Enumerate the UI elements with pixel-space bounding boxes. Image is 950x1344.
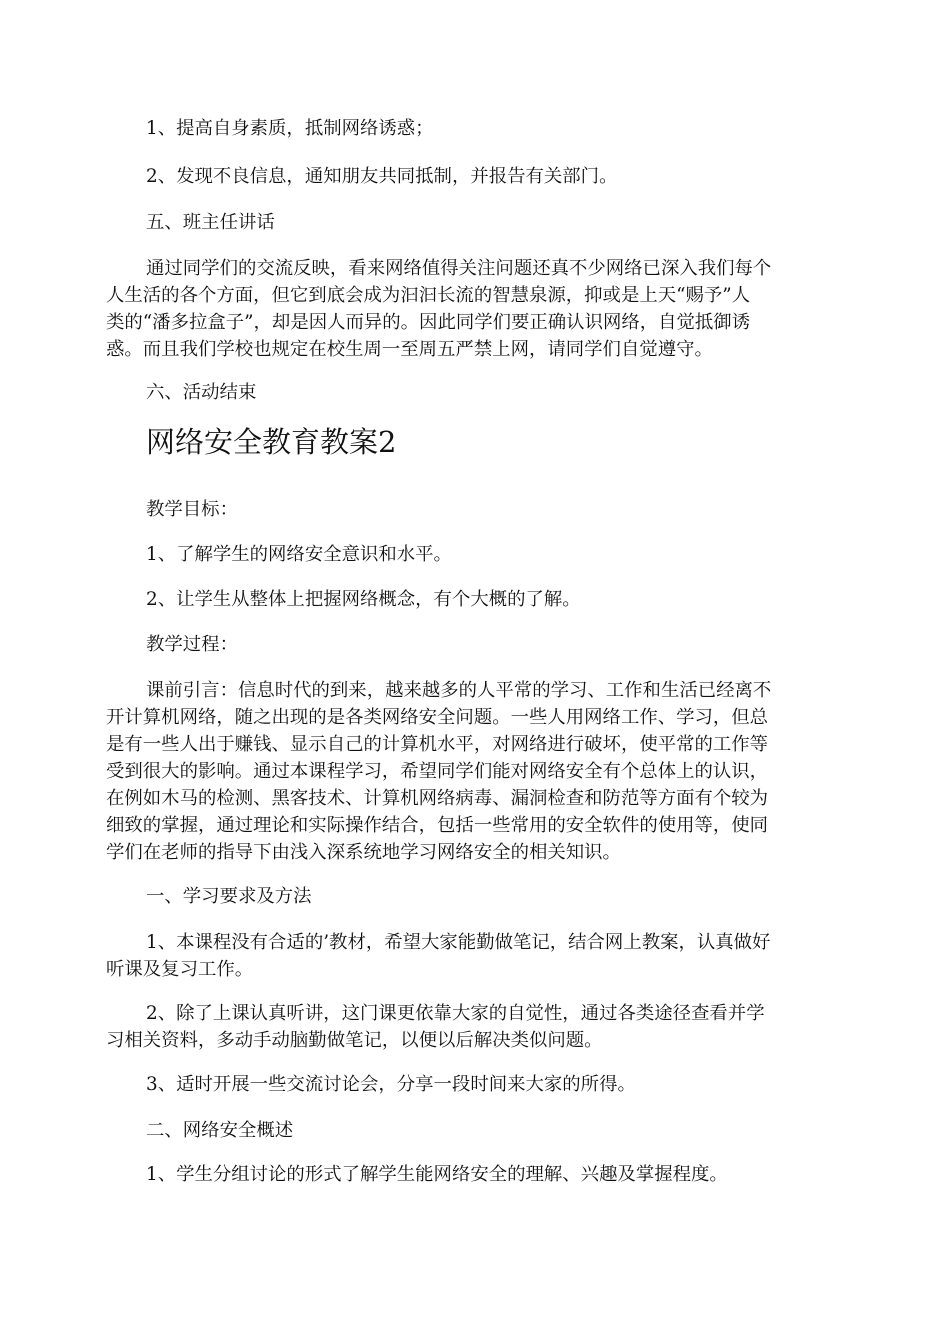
paragraph-line: 课前引言：信息时代的到来，越来越多的人平常的学习、工作和生活已经离不 [146,680,772,701]
paragraph-line: 是有一些人出于赚钱、显示自己的计算机水平，对网络进行破坏，使平常的工作等 [106,734,769,755]
section-heading-5: 五、班主任讲话 [146,212,275,233]
paragraph-line: 听课及复习工作。 [106,959,254,980]
goal-item-2: 2、让学生从整体上把握网络概念，有个大概的了解。 [146,589,581,610]
teaching-goals-label: 教学目标： [146,499,238,520]
teaching-process-label: 教学过程： [146,634,238,655]
paragraph-line: 1、本课程没有合适的’教材，希望大家能勤做笔记，结合网上教案，认真做好 [146,932,771,953]
paragraph-line: 类的“潘多拉盒子”，却是因人而异的。因此同学们要正确认识网络，自觉抵御诱 [106,312,751,333]
paragraph-line: 惑。而且我们学校也规定在校生周一至周五严禁上网，请同学们自觉遵守。 [106,339,713,360]
paragraph-line: 在例如木马的检测、黑客技术、计算机网络病毒、漏洞检查和防范等方面有个较为 [106,788,769,809]
paragraph-line: 习相关资料，多动手动脑勤做笔记，以便以后解决类似问题。 [106,1030,603,1051]
paragraph-line: 受到很大的影响。通过本课程学习，希望同学们能对网络安全有个总体上的认识， [106,761,769,782]
paragraph-line: 1、学生分组讨论的形式了解学生能网络安全的理解、兴趣及掌握程度。 [146,1164,728,1185]
section-heading-6: 六、活动结束 [146,382,257,403]
document-page [106,0,850,1344]
paragraph-line: 通过同学们的交流反映，看来网络值得关注问题还真不少网络已深入我们每个 [146,258,772,279]
paragraph-line: 开计算机网络，随之出现的是各类网络安全问题。一些人用网络工作、学习，但总 [106,707,769,728]
document-heading: 网络安全教育教案2 [146,425,397,459]
list-item-2: 2、发现不良信息，通知朋友共同抵制，并报告有关部门。 [146,166,618,187]
paragraph-line: 人生活的各个方面，但它到底会成为汩汩长流的智慧泉源，抑或是上天“赐予”人 [106,285,751,306]
goal-item-1: 1、了解学生的网络安全意识和水平。 [146,544,452,565]
section-heading-1: 一、学习要求及方法 [146,886,312,907]
paragraph-line: 细致的掌握，通过理论和实际操作结合，包括一些常用的安全软件的使用等，使同 [106,815,769,836]
paragraph-line: 3、适时开展一些交流讨论会，分享一段时间来大家的所得。 [146,1074,636,1095]
section-heading-2: 二、网络安全概述 [146,1120,294,1141]
paragraph-line: 2、除了上课认真听讲，这门课更依靠大家的自觉性，通过各类途径查看并学 [146,1003,765,1024]
paragraph-line: 学们在老师的指导下由浅入深系统地学习网络安全的相关知识。 [106,842,621,863]
list-item-1: 1、提高自身素质，抵制网络诱惑； [146,118,434,139]
